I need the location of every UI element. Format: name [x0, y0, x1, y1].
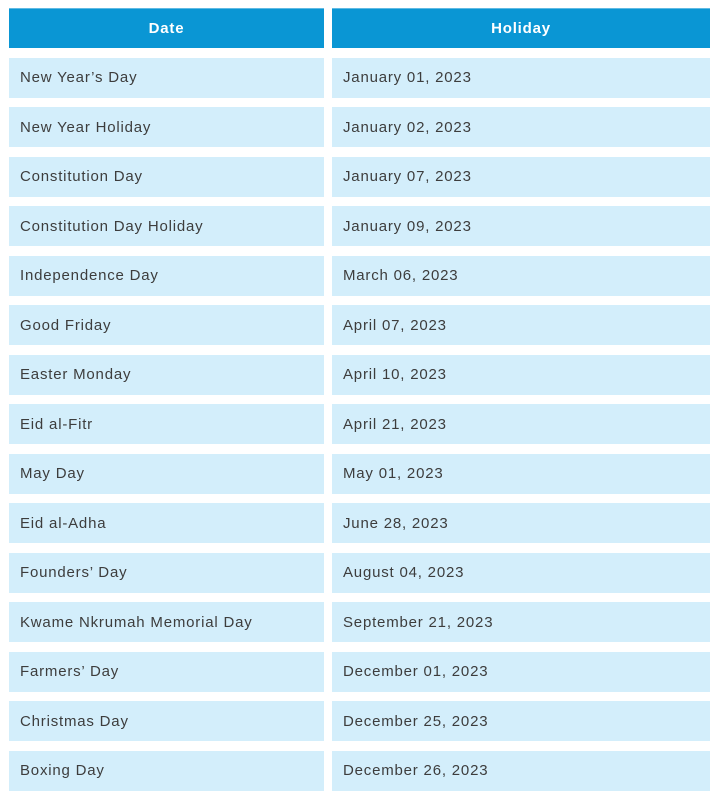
- holiday-name-cell: Kwame Nkrumah Memorial Day: [9, 602, 324, 642]
- holiday-name-cell: Christmas Day: [9, 701, 324, 741]
- holiday-name-cell: New Year’s Day: [9, 58, 324, 98]
- holiday-date-cell: March 06, 2023: [332, 256, 710, 296]
- holiday-date-cell: January 01, 2023: [332, 58, 710, 98]
- holiday-name-cell: Constitution Day Holiday: [9, 206, 324, 246]
- holiday-date-cell: January 02, 2023: [332, 107, 710, 147]
- holiday-date-cell: January 07, 2023: [332, 157, 710, 197]
- holiday-date-cell: December 01, 2023: [332, 652, 710, 692]
- holiday-date-cell: January 09, 2023: [332, 206, 710, 246]
- holiday-name-cell: Eid al-Adha: [9, 503, 324, 543]
- holiday-date-cell: May 01, 2023: [332, 454, 710, 494]
- holiday-date-cell: August 04, 2023: [332, 553, 710, 593]
- column-header-date: Date: [9, 8, 324, 48]
- holiday-name-cell: Eid al-Fitr: [9, 404, 324, 444]
- holiday-name-cell: New Year Holiday: [9, 107, 324, 147]
- holiday-date-cell: April 21, 2023: [332, 404, 710, 444]
- holiday-name-cell: Boxing Day: [9, 751, 324, 791]
- holidays-table: [9, 8, 710, 791]
- holiday-name-cell: Constitution Day: [9, 157, 324, 197]
- holiday-name-cell: Independence Day: [9, 256, 324, 296]
- holiday-name-cell: Founders’ Day: [9, 553, 324, 593]
- holiday-date-cell: September 21, 2023: [332, 602, 710, 642]
- holiday-name-cell: Farmers’ Day: [9, 652, 324, 692]
- holiday-date-cell: June 28, 2023: [332, 503, 710, 543]
- holiday-date-cell: April 07, 2023: [332, 305, 710, 345]
- holiday-date-cell: December 25, 2023: [332, 701, 710, 741]
- holiday-name-cell: Easter Monday: [9, 355, 324, 395]
- holiday-name-cell: Good Friday: [9, 305, 324, 345]
- holiday-date-cell: December 26, 2023: [332, 751, 710, 791]
- holiday-name-cell: May Day: [9, 454, 324, 494]
- column-header-holiday: Holiday: [332, 8, 710, 48]
- holiday-date-cell: April 10, 2023: [332, 355, 710, 395]
